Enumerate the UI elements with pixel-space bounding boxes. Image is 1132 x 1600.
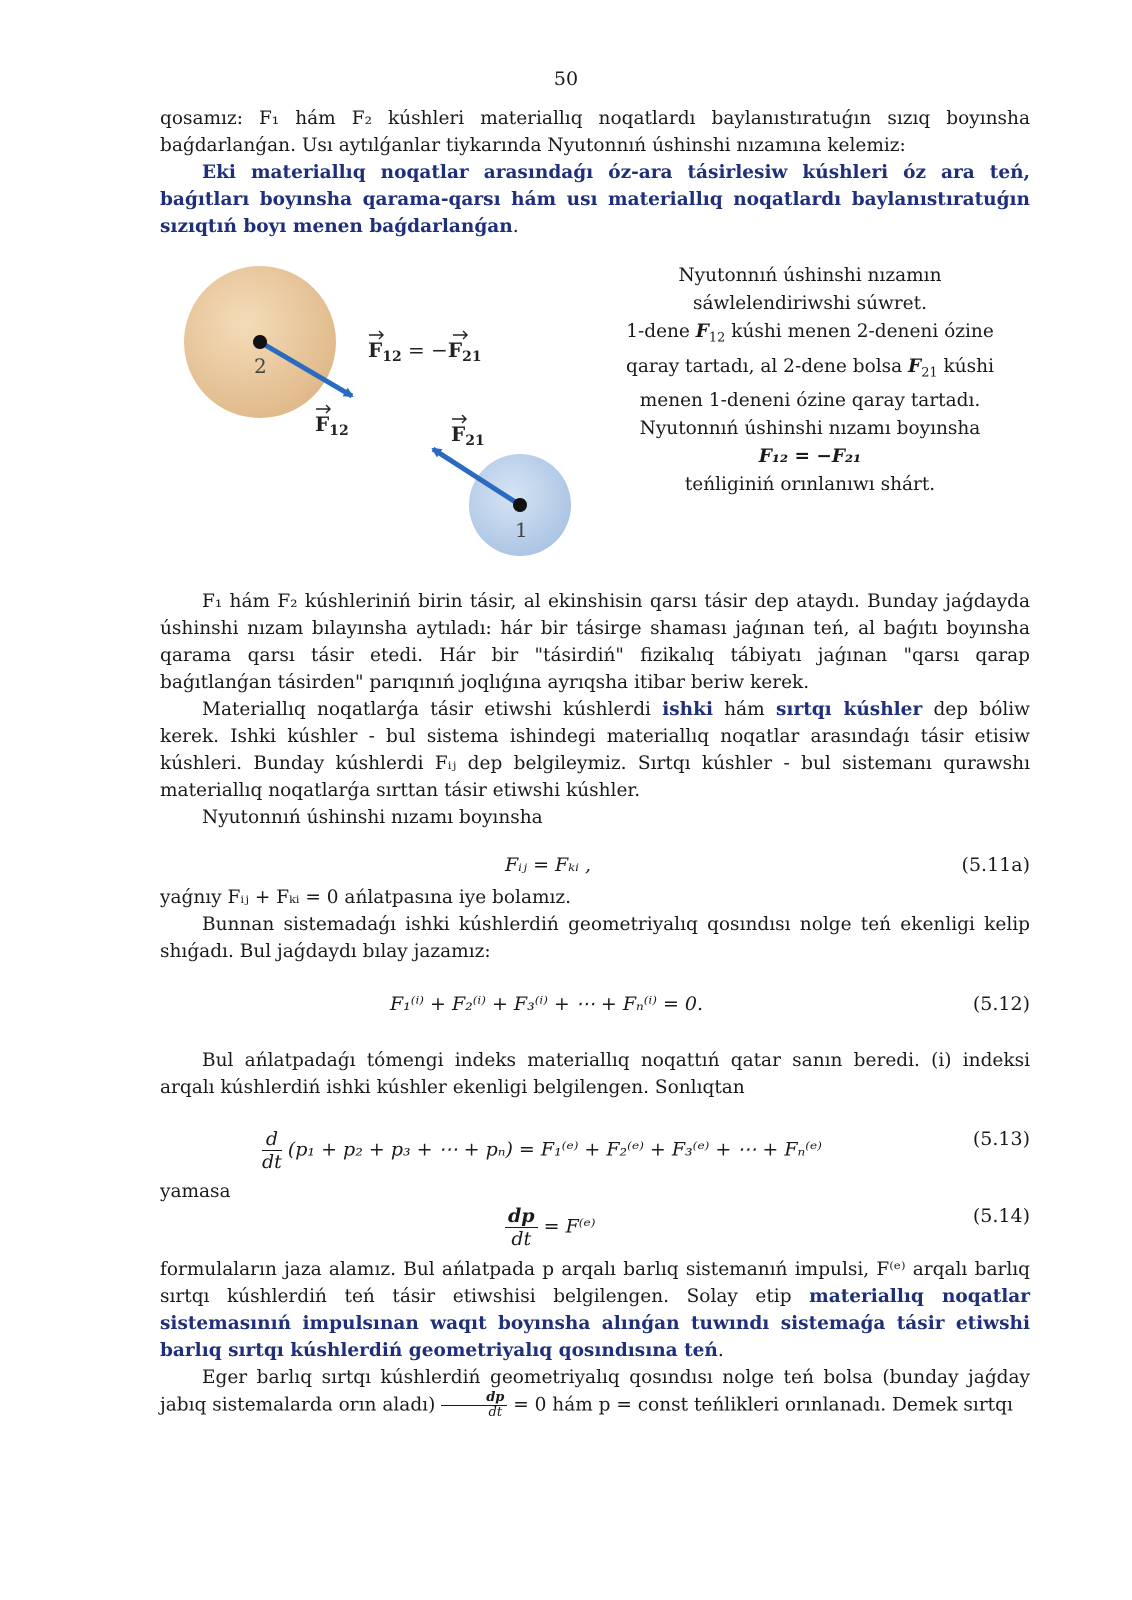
paragraph-4: yaǵnıy Fᵢⱼ + Fₖᵢ = 0 ańlatpasına iye bolamız. (160, 887, 572, 908)
f12-sub: 12 (329, 423, 349, 439)
relation-rhs-sub: 21 (462, 349, 482, 365)
caption-line-4: qaray tartadı, al 2-dene bolsa $F_{21}$ kúshi (625, 355, 994, 381)
paragraph-7a: formulaların jaza alamız. Bul ańlatpada p arqalı barlıq sistemanıń impulsi, F⁽ᵉ⁾ arqalı barlıq sırtqı kúshlerdiń teń tásir etiwshisi belgilengen. Solay etip (160, 1259, 1030, 1307)
caption-line-2: sáwlelendiriwshi súwret. (693, 293, 927, 314)
caption-line-8: teńliginiń orınlanıwı shárt. (684, 474, 936, 496)
third-law-period: . (512, 216, 519, 237)
body-section-1 (160, 588, 1030, 831)
figure-svg (170, 255, 590, 565)
caption-line-7: F₁₂ = −F₂₁ (758, 446, 862, 468)
paragraph-7c: . (717, 1340, 724, 1361)
equation-5-11a-number: (5.11a) (961, 854, 1030, 876)
relation-rhs: F (447, 338, 463, 362)
body-section-4 (160, 1256, 1030, 1420)
caption-line-4b: kúshi (937, 355, 994, 377)
relation-mid: = − (401, 338, 448, 362)
paragraph-2 (160, 696, 1030, 804)
equation-5-14-denominator: dt (511, 1228, 532, 1250)
svg-text:F12 = −F21 (368, 338, 482, 365)
impulse-theorem: materiallıq noqatlar sistemasınıń impulsınan waqıt boyınsha alınǵan tuwındı sistemaǵa tásir etiwshi barlıq sırtqı kúshlerdiń geometriyalıq qosındısına teń (160, 1286, 1031, 1361)
paragraph-8-denominator: dt (488, 1405, 503, 1420)
f21-text: F (451, 422, 466, 446)
third-law-statement (160, 159, 1030, 240)
figure-caption (610, 262, 1010, 499)
body-section-2 (160, 884, 1030, 965)
caption-line-3b: kúshi menen 2-deneni ózine (725, 321, 994, 342)
intro-line: qosamız: F₁ hám F₂ kúshleri materiallıq noqatlardı baylanıstıratuǵın sızıq boyınsha baǵdarlanǵan. Usı aytılǵanlar tiykarında Nyutonnıń úshinshi nızamına kelemiz: (160, 108, 1030, 156)
equation-5-14-numerator: dp (505, 1205, 538, 1228)
paragraph-8b: = 0 hám p = const teńlikleri orınlanadı. Demek sırtqı (507, 1394, 1013, 1416)
paragraph-6: Bul ańlatpadaǵı tómengi indeks materiallıq noqattıń qatar sanın beredi. (i) indeksi arqalı kúshlerdiń ishki kúshler ekenligi belgilengen. Sonlıqtan (160, 1050, 1030, 1098)
ball-1-center (513, 498, 527, 512)
intro-section (160, 105, 1030, 240)
paragraph-2e: dep bóliw kerek. Ishki kúshler - bul sistema ishindegi materiallıq noqatlar arasındaǵı tásir etisiw kúshleri. Bunday kúshlerdi Fᵢⱼ dep belgileymiz. Sırtqı kúshler - bul sistemanı qurawshı materiallıq noqatlarǵa sırttan tásir etiwshi kúshler. (160, 699, 1031, 801)
caption-line-5: menen 1-deneni ózine qaray tartadı. (639, 390, 981, 412)
paragraph-8a: Eger barlıq sırtqı kúshlerdiń geometriyalıq qosındısı nolge teń bolsa (bunday jaǵday jabıq sistemalarda orın aladı) (160, 1367, 1030, 1416)
caption-line-3: 1-dene $F_{12}$ kúshi menen 2-deneni ózine (626, 321, 994, 346)
equation-5-12-body: F₁⁽ⁱ⁾ + F₂⁽ⁱ⁾ + F₃⁽ⁱ⁾ + ⋯ + Fₙ⁽ⁱ⁾ = 0. (390, 993, 704, 1015)
caption-line-1: Nyutonnıń úshinshi nızamın (678, 265, 942, 286)
equation-5-13-number: (5.13) (972, 1128, 1030, 1150)
svg-text:F21 (451, 422, 485, 449)
body-section-3 (160, 1047, 1030, 1101)
paragraph-8-numerator: dp (441, 1391, 507, 1406)
f12-label (315, 405, 349, 439)
ball-1-label: 1 (515, 518, 528, 542)
equation-5-11a-body: Fᵢⱼ = Fₖᵢ , (505, 854, 592, 876)
yamasa-line (160, 1178, 1030, 1205)
paragraph-3: Nyutonnıń úshinshi nızamı boyınsha (202, 807, 543, 828)
third-law-figure (170, 255, 590, 569)
svg-text:F12 (315, 412, 349, 439)
relation-lhs-sub: 12 (382, 349, 402, 365)
f21-label (451, 415, 485, 449)
caption-line-4a: qaray tartadı, al 2-dene bolsa (625, 355, 909, 377)
equation-5-13-numerator: d (262, 1128, 282, 1151)
equation-5-13-fraction (262, 1128, 282, 1173)
term-internal: ishki (662, 699, 713, 720)
relation-lhs: F (368, 338, 383, 362)
paragraph-2a: Materiallıq noqatlarǵa tásir etiwshi kúshlerdi (202, 699, 663, 720)
ball-2-label: 2 (254, 354, 267, 378)
ball-2-center (253, 335, 267, 349)
term-external: sırtqı kúshler (776, 699, 923, 720)
equation-5-12-number: (5.12) (972, 993, 1030, 1015)
caption-line-3a: 1-dene (626, 321, 696, 342)
equation-5-13-denominator: dt (262, 1151, 282, 1173)
third-law-text: Eki materiallıq noqatlar arasındaǵı óz-ara tásirlesiw kúshleri óz ara teń, baǵıtları boyınsha qarama-qarsı hám usı materiallıq noqatlardı baylanıstıratuǵın sızıqtıń boyı menen baǵdarlanǵan (160, 162, 1030, 237)
page-number: 50 (553, 68, 579, 90)
f12-text: F (315, 412, 330, 436)
equation-5-14-fraction (505, 1205, 538, 1250)
paragraph-1: F₁ hám F₂ kúshleriniń birin tásir, al ekinshisin qarsı tásir dep ataydı. Bunday jaǵdayda úshinshi nızam bılayınsha aytıladı: hár bir tásirge shaması jaǵınan teń, al baǵıtı boyınsha qarama qarsı tásir etedi. Hár bir "tásirdiń" fizikalıq tábiyatı jaǵınan "qarsı qarap baǵıtlanǵan tásirden" parıqınıń joqlıǵına ayrıqsha itibar beriw kerek. (160, 591, 1030, 693)
f21-sub: 21 (465, 433, 485, 449)
paragraph-5: Bunnan sistemadaǵı ishki kúshlerdiń geometriyalıq qosındısı nolge teń ekenligi kelip shıǵadı. Bul jaǵdaydı bılay jazamız: (160, 914, 1030, 962)
paragraph-7 (160, 1256, 1030, 1364)
caption-line-6: Nyutonnıń úshinshi nızamı boyınsha (639, 418, 981, 440)
equation-5-13-body: (p₁ + p₂ + p₃ + ⋯ + pₙ) = F₁⁽ᵉ⁾ + F₂⁽ᵉ⁾ + F₃⁽ᵉ⁾ + ⋯ + Fₙ⁽ᵉ⁾ (287, 1138, 822, 1161)
equation-5-14-body: = F⁽ᵉ⁾ (543, 1215, 596, 1238)
paragraph-8 (160, 1364, 1030, 1420)
paragraph-2c: hám (712, 699, 776, 720)
relation-label (368, 331, 482, 365)
yamasa-word: yamasa (160, 1181, 231, 1202)
equation-5-14-number: (5.14) (972, 1205, 1030, 1227)
